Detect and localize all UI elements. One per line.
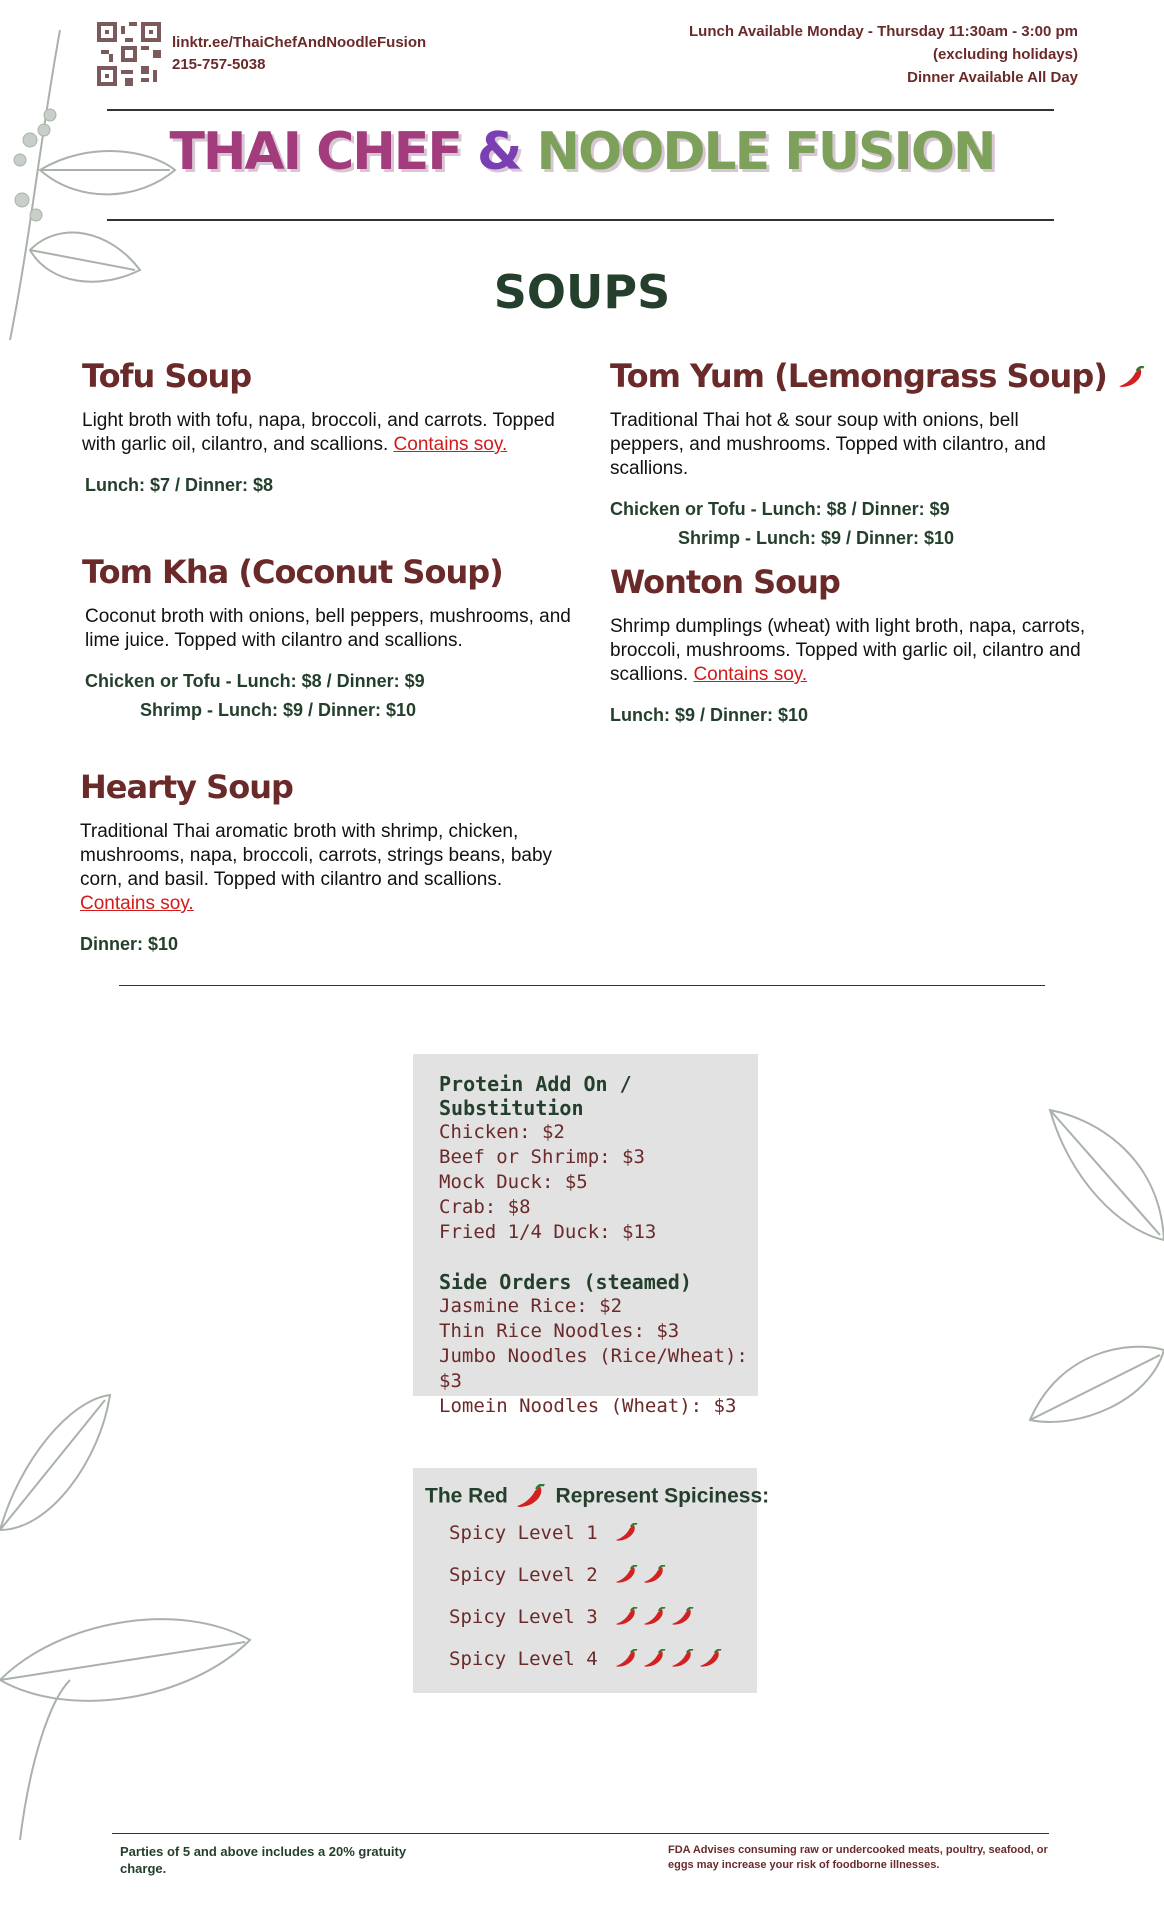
chili-pepper-icon <box>642 1607 666 1627</box>
divider-bottom <box>112 1833 1049 1834</box>
item-description: Shrimp dumplings (wheat) with light broth, napa, carrots, broccoli, mushrooms. Topped with garlic oil, cilantro and scallions. Contains soy. <box>610 616 1086 685</box>
chili-pepper-icon <box>614 1523 638 1543</box>
chili-pepper-icon <box>642 1649 666 1669</box>
spice-level-row <box>449 1554 757 1596</box>
side-line: Jasmine Rice: $2 <box>439 1295 623 1317</box>
linktree-link[interactable]: linktr.ee/ThaiChefAndNoodleFusion <box>172 34 427 51</box>
addons-title: Protein Add On / Substitution <box>439 1072 632 1120</box>
item-description: Light broth with tofu, napa, broccoli, and carrots. Topped with garlic oil, cilantro, and scallions. Contains soy. <box>82 410 555 455</box>
chili-pepper-icon <box>1117 366 1145 390</box>
divider-under-title <box>107 219 1054 221</box>
chili-pepper-icon <box>614 1607 638 1627</box>
chili-pepper-icon <box>642 1565 666 1585</box>
item-name: Tom Yum (Lemongrass Soup) <box>610 357 1090 395</box>
fda-advisory: FDA Advises consuming raw or undercooked meats, poultry, seafood, or eggs may increase your risk of foodborne illnesses. <box>668 1844 1048 1871</box>
dinner-hours: Dinner Available All Day <box>907 69 1078 86</box>
chili-pepper-icon <box>698 1649 722 1669</box>
side-line: Lomein Noodles (Wheat): $3 <box>439 1395 737 1417</box>
item-price-shrimp: Shrimp - Lunch: $9 / Dinner: $10 <box>678 528 955 548</box>
side-line: Thin Rice Noodles: $3 <box>439 1320 680 1342</box>
item-description: Coconut broth with onions, bell peppers, mushrooms, and lime juice. Topped with cilantro and scallions. <box>85 606 571 651</box>
addon-line: Mock Duck: $5 <box>439 1171 588 1193</box>
spice-level-label: Spicy Level 2 <box>449 1564 598 1586</box>
hours-info <box>689 20 1078 89</box>
menu-item-wonton-soup <box>610 563 1090 726</box>
section-title: SOUPS <box>493 265 671 319</box>
chili-pepper-icon <box>670 1607 694 1627</box>
spice-level-row <box>449 1596 757 1638</box>
sides-title: Side Orders (steamed) <box>439 1270 692 1294</box>
divider-top <box>107 109 1054 111</box>
item-price: Chicken or Tofu - Lunch: $8 / Dinner: $9 <box>85 671 425 691</box>
item-price-shrimp: Shrimp - Lunch: $9 / Dinner: $10 <box>140 700 417 720</box>
qr-code-icon[interactable] <box>97 22 161 86</box>
title-ampersand: & <box>476 122 521 182</box>
phone-number[interactable]: 215-757-5038 <box>172 56 266 73</box>
contains-soy-note: Contains soy. <box>693 664 808 685</box>
holiday-note: (excluding holidays) <box>932 46 1078 63</box>
addon-line: Chicken: $2 <box>439 1121 565 1143</box>
divider-mid <box>119 985 1045 986</box>
chili-pepper-icon <box>614 1649 638 1669</box>
chili-pepper-icon <box>670 1649 694 1669</box>
side-line: Jumbo Noodles (Rice/Wheat): $3 <box>439 1345 748 1392</box>
item-description: Traditional Thai hot & sour soup with onions, bell peppers, and mushrooms. Topped with cilantro, and scallions. <box>610 410 1046 479</box>
menu-item-hearty-soup <box>80 768 580 955</box>
item-name: Tom Kha (Coconut Soup) <box>82 553 503 591</box>
addons-sides-box <box>413 1054 758 1417</box>
spice-level-label: Spicy Level 4 <box>449 1648 598 1670</box>
spice-level-row <box>449 1512 757 1554</box>
item-name: Tofu Soup <box>82 357 252 395</box>
title-part-2: NOODLE FUSION <box>536 122 995 182</box>
restaurant-title <box>0 122 1164 182</box>
contains-soy-note: Contains soy. <box>393 434 508 455</box>
spice-level-label: Spicy Level 3 <box>449 1606 598 1628</box>
lunch-hours: Lunch Available Monday - Thursday 11:30am - 3:00 pm <box>689 23 1078 40</box>
item-price: Lunch: $7 / Dinner: $8 <box>85 475 274 495</box>
chili-pepper-icon <box>514 1484 546 1510</box>
item-price: Chicken or Tofu - Lunch: $8 / Dinner: $9 <box>610 499 950 519</box>
contains-soy-note: Contains soy. <box>80 893 194 914</box>
item-description: Traditional Thai aromatic broth with shrimp, chicken, mushrooms, napa, broccoli, carrots, strings beans, baby corn, and basil. Topped with cilantro and scallions. Contains soy. <box>80 821 553 914</box>
leaf-illustration-bottom-left <box>0 1380 260 1840</box>
header-contact <box>172 32 426 76</box>
spice-level-label: Spicy Level 1 <box>449 1522 598 1544</box>
addon-line: Crab: $8 <box>439 1196 531 1218</box>
item-name: Hearty Soup <box>80 768 293 806</box>
item-price: Lunch: $9 / Dinner: $10 <box>610 705 809 725</box>
spiciness-legend <box>413 1468 770 1693</box>
spice-legend-title: The Red Represent Spiciness: <box>425 1484 757 1510</box>
leaf-illustration-right <box>1020 1100 1164 1480</box>
title-part-1: THAI CHEF <box>169 122 461 182</box>
item-name: Wonton Soup <box>610 563 840 601</box>
menu-item-tofu-soup <box>82 357 582 496</box>
addon-line: Fried 1/4 Duck: $13 <box>439 1221 657 1243</box>
chili-pepper-icon <box>614 1565 638 1585</box>
addon-line: Beef or Shrimp: $3 <box>439 1146 645 1168</box>
item-price: Dinner: $10 <box>80 934 179 954</box>
spice-level-row <box>449 1638 757 1680</box>
gratuity-note: Parties of 5 and above includes a 20% gratuity charge. <box>120 1844 407 1876</box>
menu-item-tom-yum <box>610 357 1107 549</box>
menu-item-tom-kha <box>82 553 582 721</box>
